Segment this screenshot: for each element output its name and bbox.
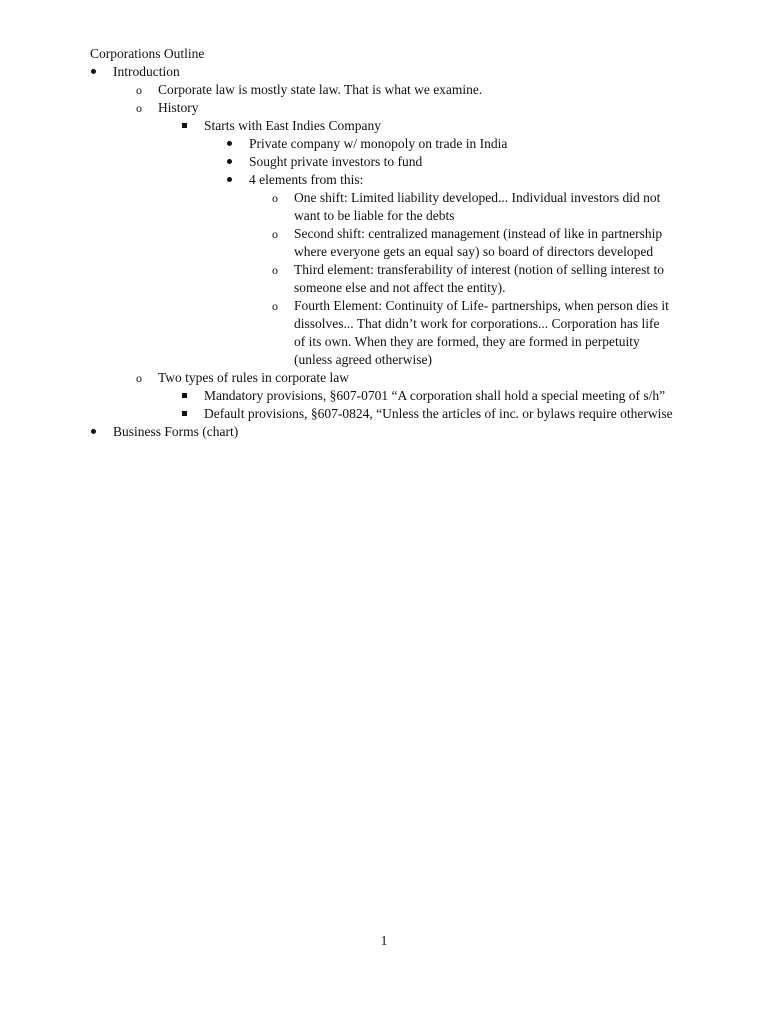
outline-item-text: Default provisions, §607-0824, “Unless the articles of inc. or bylaws require otherwise (204, 406, 673, 421)
outline-item (0, 387, 768, 405)
outline-item (0, 297, 768, 369)
bullet-disc-icon (226, 153, 249, 171)
outline-item-text: Private company w/ monopoly on trade in India (249, 136, 508, 151)
bullet-disc-icon (90, 63, 113, 81)
page-number: 1 (380, 933, 388, 948)
outline-item-text: Sought private investors to fund (249, 154, 423, 169)
document-title: Corporations Outline (90, 46, 205, 61)
bullet-circle-icon: o (136, 83, 142, 97)
outline-item (0, 63, 768, 81)
outline-item-text: Second shift: centralized management (instead of like in partnership where everyone gets an equal say) so board of directors developed (294, 226, 663, 259)
outline-item-text: Third element: transferability of interest (notion of selling interest to someone else and not affect the entity). (294, 262, 665, 295)
outline-item-text: Starts with East Indies Company (204, 118, 381, 133)
outline-item (0, 189, 768, 225)
outline-item-text: Introduction (113, 64, 180, 79)
bullet-square-icon (181, 405, 204, 423)
outline-item-text: One shift: Limited liability developed... Individual investors did not want to be liable for the debts (294, 190, 661, 223)
outline-item-text: Mandatory provisions, §607-0701 “A corporation shall hold a special meeting of s/h” (204, 388, 666, 403)
bullet-disc-icon (90, 423, 113, 441)
bullet-circle-icon: o (272, 299, 278, 313)
bullet-circle-icon: o (136, 371, 142, 385)
outline-list (0, 63, 768, 441)
outline-item (0, 423, 768, 441)
outline-item (0, 81, 768, 99)
outline-item-text: History (158, 100, 199, 115)
outline-item (0, 153, 768, 171)
bullet-disc-icon (226, 171, 249, 189)
bullet-circle-icon: o (136, 101, 142, 115)
outline-item-text: Two types of rules in corporate law (158, 370, 349, 385)
outline-item-text: 4 elements from this: (249, 172, 364, 187)
outline-item (0, 135, 768, 153)
bullet-circle-icon: o (272, 191, 278, 205)
bullet-square-icon (181, 117, 204, 135)
outline-item-text: Fourth Element: Continuity of Life- partnerships, when person dies it dissolves... That didn’t work for corporations... Corporation has life of its own. When they are formed, they are formed in perpetuity (unless agreed otherwise) (294, 298, 669, 367)
outline-item-text: Corporate law is mostly state law. That is what we examine. (158, 82, 483, 97)
outline-item-text: Business Forms (chart) (113, 424, 239, 439)
outline-item (0, 225, 768, 261)
bullet-disc-icon (226, 135, 249, 153)
outline-item (0, 261, 768, 297)
outline-item (0, 369, 768, 387)
bullet-circle-icon: o (272, 263, 278, 277)
bullet-circle-icon: o (272, 227, 278, 241)
outline-item (0, 99, 768, 117)
outline-item (0, 171, 768, 189)
outline-item (0, 117, 768, 135)
bullet-square-icon (181, 387, 204, 405)
outline-item (0, 405, 768, 423)
